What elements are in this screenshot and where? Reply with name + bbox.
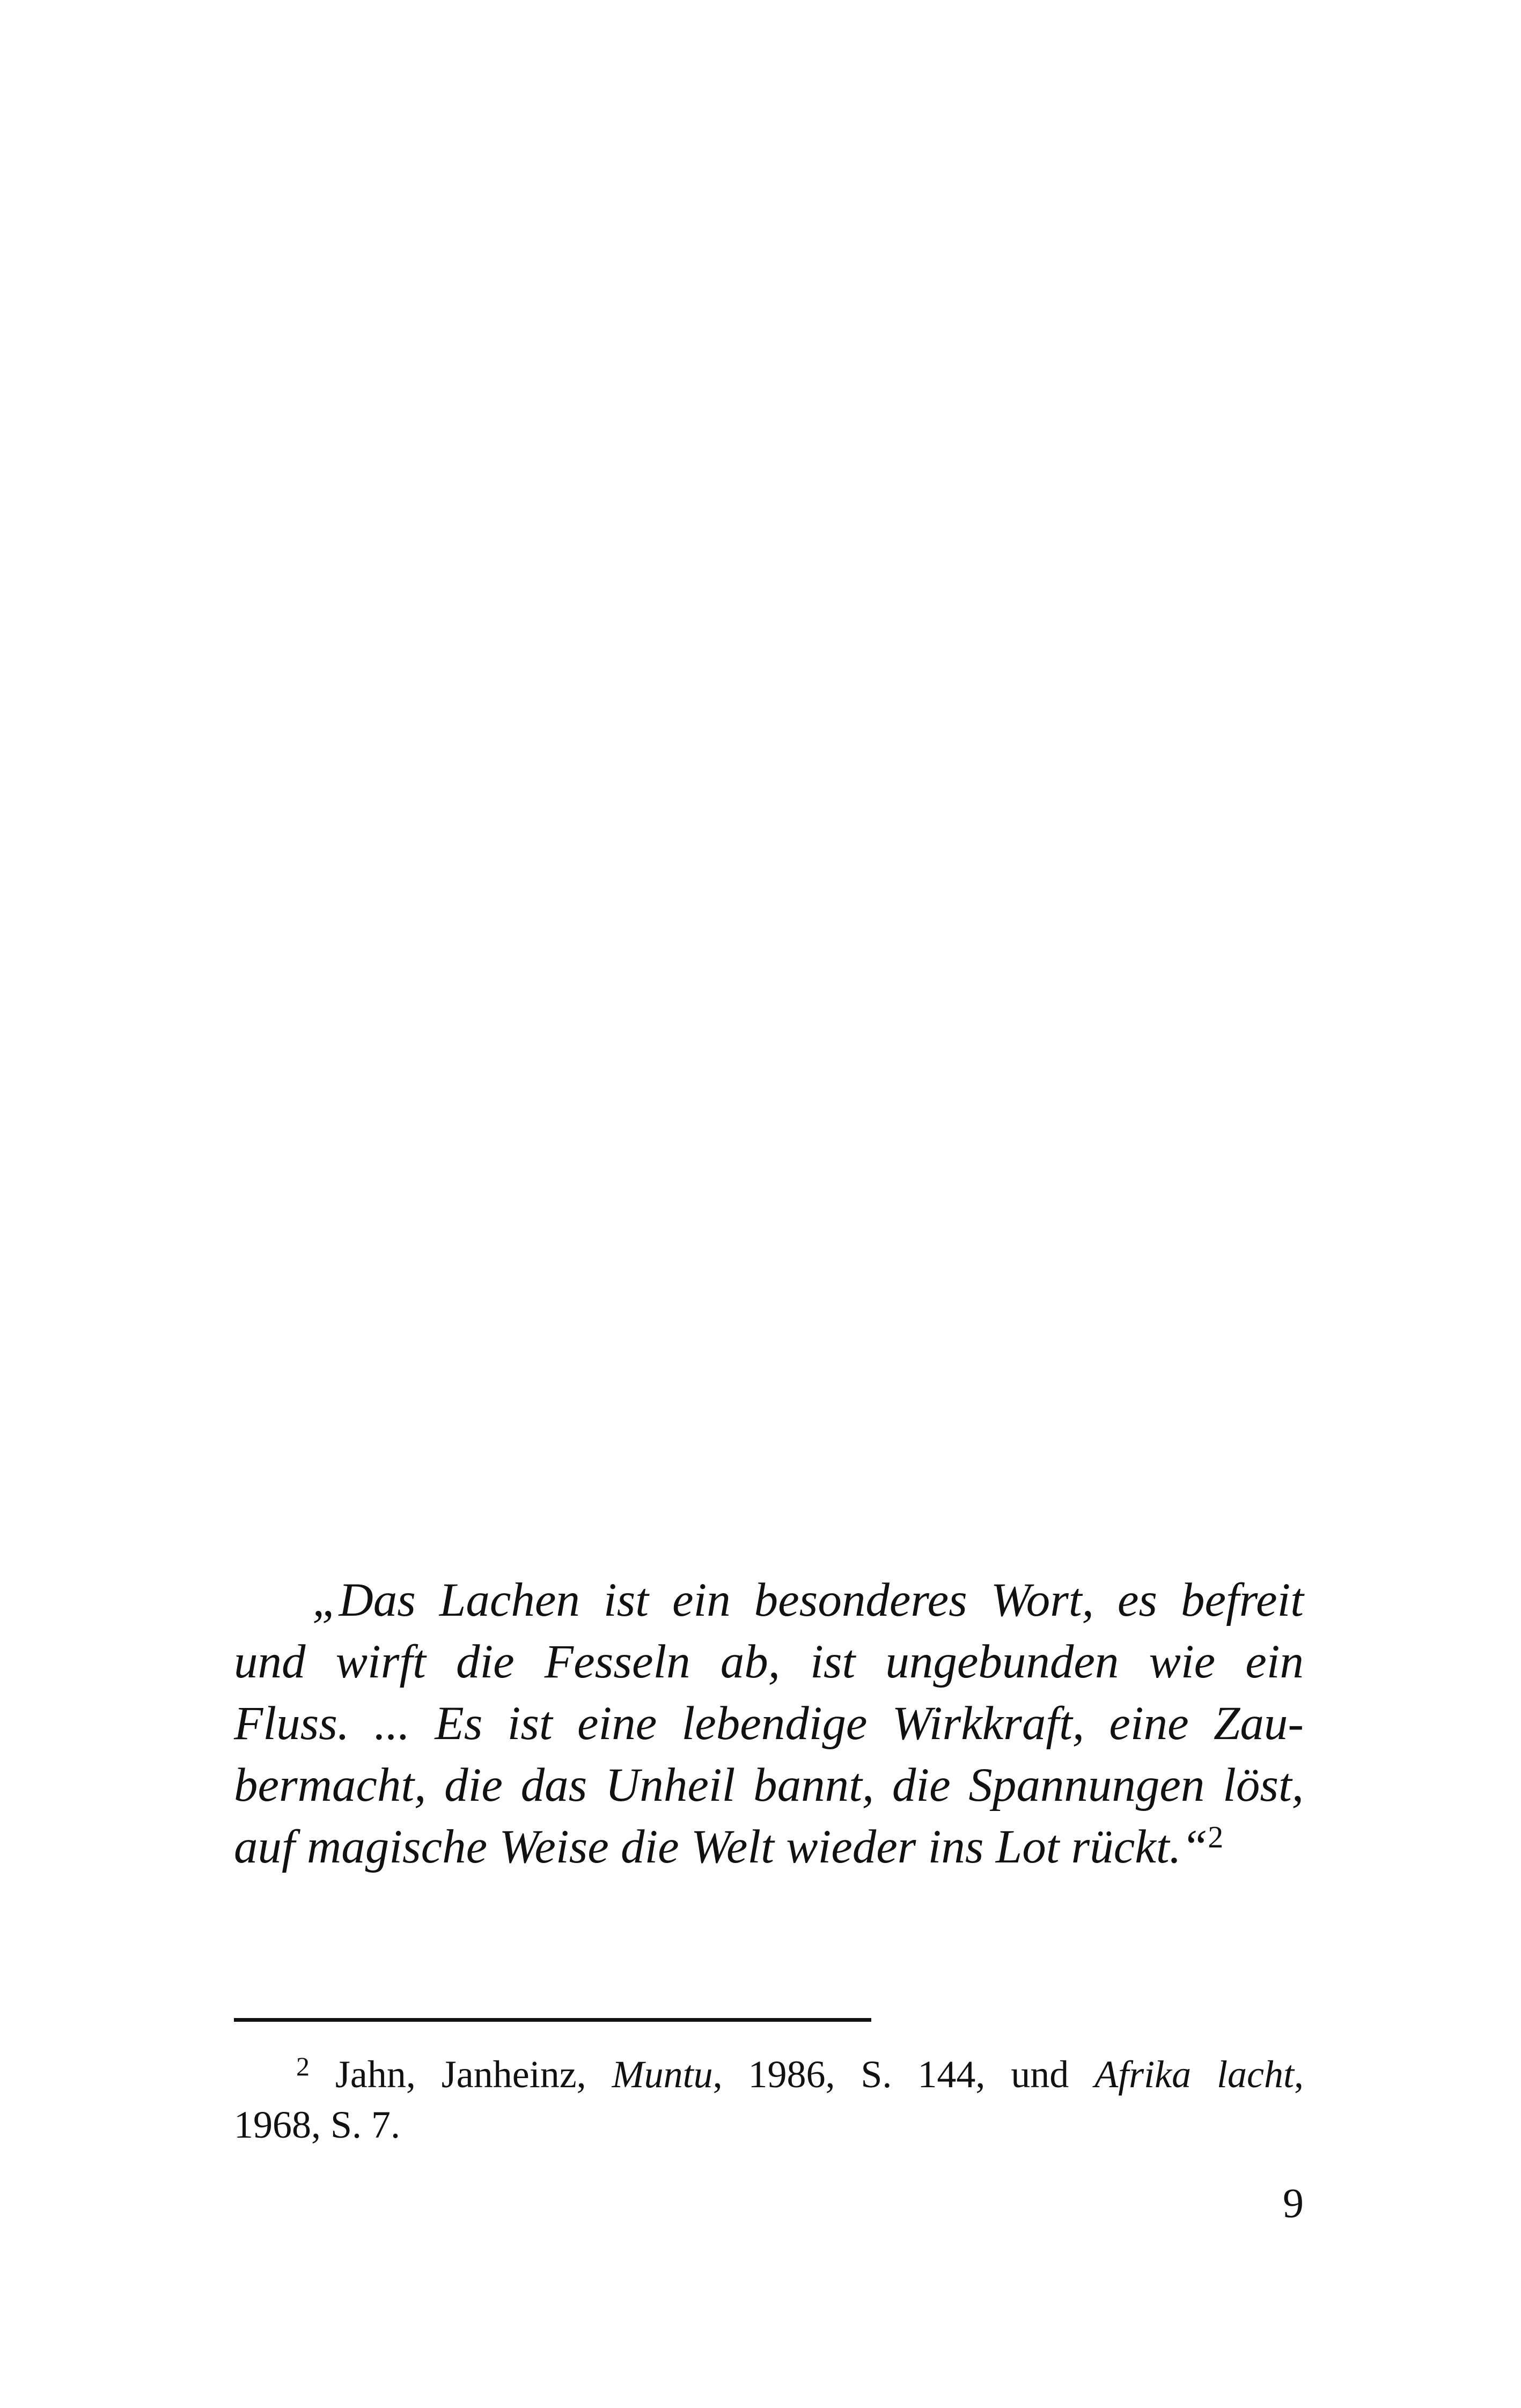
quote-line-4: bermacht, die das Unheil bannt, die Spannungen löst, bbox=[234, 1759, 1304, 1811]
footnote-line-2: 1968, S. 7. bbox=[234, 2103, 401, 2146]
footnote-separator bbox=[234, 2018, 871, 2022]
epigraph-quote bbox=[234, 1570, 1304, 1878]
footnote-author: Jahn, Janheinz, bbox=[335, 2053, 612, 2096]
footnote bbox=[234, 2049, 1304, 2150]
footnote-number: 2 bbox=[296, 2051, 310, 2081]
quote-line-2: und wirft die Fesseln ab, ist ungebunden wie ein bbox=[234, 1636, 1304, 1688]
footnote-middle: , 1986, S. 144, und bbox=[712, 2053, 1095, 2096]
quote-line-1: „Das Lachen ist ein besonderes Wort, es befreit bbox=[312, 1574, 1304, 1626]
footnote-line-1-end: , bbox=[1294, 2053, 1304, 2096]
footnote-title-afrika-lacht: Afrika lacht bbox=[1094, 2053, 1294, 2096]
page-number: 9 bbox=[1283, 2179, 1304, 2226]
quote-line-3: Fluss. ... Es ist eine lebendige Wirkkraft, eine Zau- bbox=[234, 1697, 1304, 1750]
quote-line-5-text: auf magische Weise die Welt wieder ins Lot rückt.“ bbox=[234, 1821, 1208, 1873]
footnote-title-muntu: Muntu bbox=[612, 2053, 713, 2096]
footnote-reference: 2 bbox=[1208, 1820, 1224, 1854]
footnote-line-1 bbox=[234, 2049, 1304, 2100]
quote-line-5 bbox=[234, 1816, 1304, 1878]
